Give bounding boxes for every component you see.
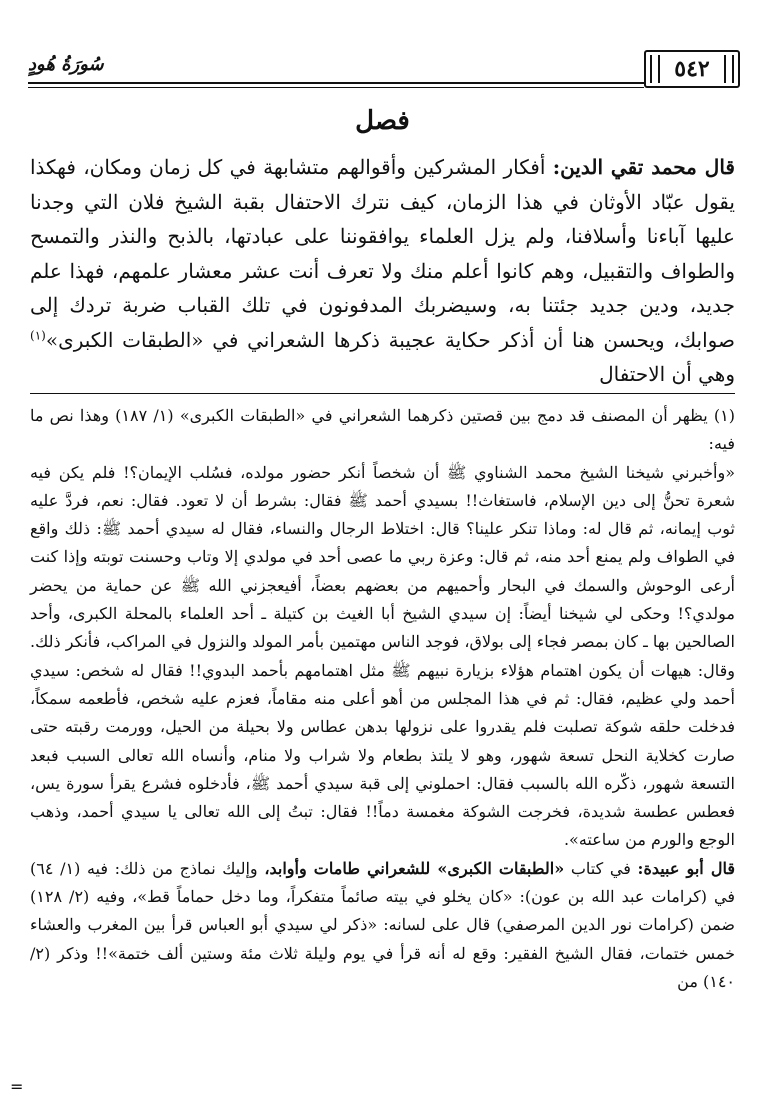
footnote-1-label: (١) — [713, 406, 735, 425]
main-body-part2: وهي أن الاحتفال — [599, 362, 735, 386]
surah-name: سُورَةُ هُودٍ — [28, 54, 104, 75]
footnote-1-intro-text: يظهر أن المصنف قد دمج بين قصتين ذكرهما الشعراني في «الطبقات الكبرى» (١/ ١٨٧) وهذا نص ما فيه: — [30, 406, 735, 454]
main-paragraph — [30, 150, 735, 392]
footnote-separator — [30, 393, 735, 394]
header-rule-thin — [28, 87, 644, 88]
footnote-2 — [30, 855, 735, 996]
page-number: ٥٤٢ — [644, 50, 740, 88]
footnotes — [30, 402, 735, 996]
speaker-label: قال محمد تقي الدين: — [552, 155, 735, 179]
header-rule — [28, 82, 644, 84]
footnote-1-intro — [30, 402, 735, 459]
section-title: فصل — [355, 106, 410, 136]
continuation-mark: = — [10, 1077, 24, 1096]
main-body-part1: أفكار المشركين وأقوالهم متشابهة في كل زمان ومكان، فهكذا يقول عبّاد الأوثان في هذا الزمان، كيف نترك الاحتفال بقبة الشيخ فلان التي وجدنا عليها آباءنا وأسلافنا، ولم يزل العلماء يوافقوننا على عبادتها، بالذبح والنذر والتمسح والطواف والتقبيل، وهم كانوا أعلم منك ولا تعرف أنت عشر معشار علمهم، فهذا علم جديد، ودين جديد جئتنا به، وسيضربك المدفونون في تلك القباب ضربة تردك إلى صوابك، ويحسن هنا أن أذكر حكاية عجيبة ذكرها الشعراني في «الطبقات الكبرى» — [30, 155, 735, 352]
footnote-2-book: «الطبقات الكبرى» للشعراني طامات وأوابد، — [264, 858, 565, 878]
page-header — [28, 44, 740, 94]
footnote-reference: (١) — [30, 327, 46, 342]
footnote-1-quote: «وأخبرني شيخنا الشيخ محمد الشناوي ﷺ أن شخصاً أنكر حضور مولده، فسُلب الإيمان؟! فلم يكن فيه شعرة تحنُّ إلى دين الإسلام، فاستغاث!! بسيدي أحمد ﷺ فقال: بشرط أن لا تعود. فقال: نعم، فردَّ عليه ثوب إيمانه، ثم قال له: وماذا تنكر علينا؟ قال: اختلاط الرجال والنساء، فقال له سيدي أحمد ﷺ: ذلك واقع في الطواف ولم يمنع أحد منه، ثم قال: وعزة ربي ما عصى أحد في مولدي إلا وتاب وحسنت توبته وإذا كنت أرعى الوحوش والسمك في البحار وأحميهم من بعضهم بعضاً، أفيعجزني الله ﷺ عن حماية من يحضر مولدي؟! وحكى لي شيخنا أيضاً: إن سيدي الشيخ أبا الغيث بن كتيلة ـ أحد العلماء بالمحلة الكبرى، وأحد الصالحين بها ـ كان بمصر فجاء إلى بولاق، فوجد الناس مهتمين بأمر المولد والنزول في المراكب، فأنكر ذلك. وقال: هيهات أن يكون اهتمام هؤلاء بزيارة نبيهم ﷺ مثل اهتمامهم بأحمد البدوي!! فقال له شخص: سيدي أحمد ولي عظيم، فقال: ثم في هذا المجلس من أهو أعلى منه مقاماً، فعزم عليه شخص، فأطعمه سمكاً، فدخلت حلقه شوكة تصلبت فلم يقدروا على نزولها بدهن عطاس ولا بحيلة من الحيل، وورمت رقبته حتى صارت كخلاية النحل تسعة شهور، وهو لا يلتذ بطعام ولا شراب ولا منام، وأنساه الله تعالى السبب فبعد التسعة شهور، ذكّره الله بالسبب فقال: احملوني إلى قبة سيدي أحمد ﷺ، فأدخلوه فشرع يقرأ سورة يس، فعطس عطسة شديدة، فخرجت الشوكة مغمسة دماً!! فقال: تبتُ إلى الله تعالى يا سيدي أحمد، وذهب الوجع والورم من ساعته». — [30, 462, 736, 850]
footnote-2-speaker: قال أبو عبيدة: — [637, 858, 736, 878]
main-text — [30, 150, 735, 392]
footnote-2-text-a: في كتاب — [564, 858, 638, 878]
footnote-2-text-b: وإليك نماذج من ذلك: فيه (١/ ٦٤) في (كرامات عبد الله بن عون): «كان يخلو في بيته صائماً متفكراً، وما دخل حماماً قط»، وفيه (٢/ ١٢٨) ضمن (كرامات نور الدين المرصفي) قال على لسانه: «ذكر لي سيدي أبو العباس قرأ بين المغرب والعشاء خمس ختمات، فقال الشيخ الفقير: وقع له أنه قرأ في يوم وليلة ثلاث مئة وستين ألف ختمة»!! وذكر (٢/ ١٤٠) من — [30, 858, 736, 991]
